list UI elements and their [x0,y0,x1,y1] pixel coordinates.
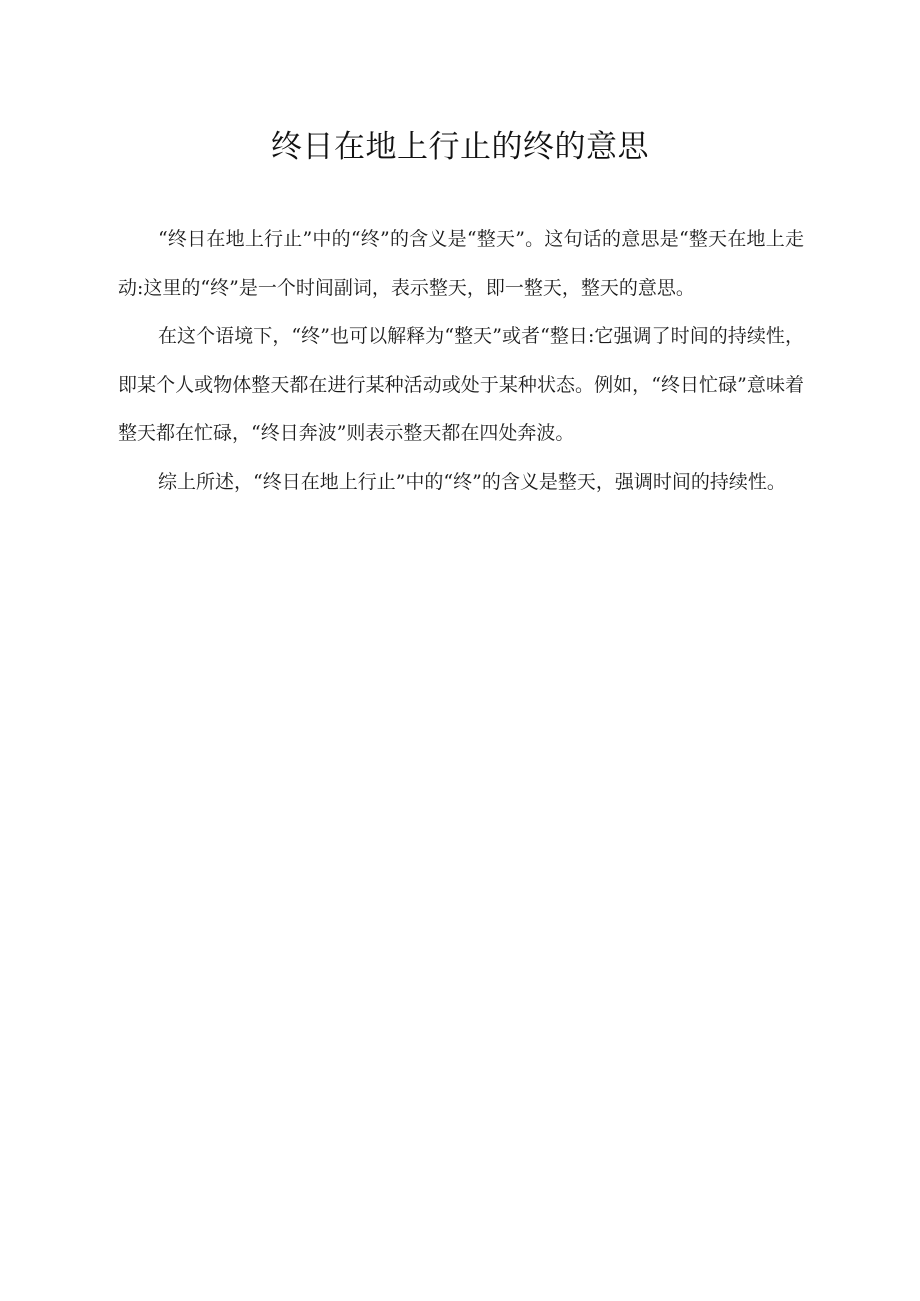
paragraph-3: 综上所述，“终日在地上行止”中的“终”的含义是整天，强调时间的持续性。 [158,470,786,493]
paragraph-1: “终日在地上行止”中的“终”的含义是“整天”。这句话的意思是“整天在地上走动:这里的“终”是一个时间副词，表示整天，即一整天，整天的意思。 [118,228,804,299]
document-body [118,215,804,506]
paragraph-2: 在这个语境下，“终”也可以解释为“整天”或者“整日:它强调了时间的持续性，即某个人或物体整天都在进行某种活动或处于某种状态。例如，“终日忙碌”意味着整天都在忙碌，“终日奔波”则表示整天都在四处奔波。 [118,325,804,444]
document-title: 终日在地上行止的终的意思 [271,129,649,165]
